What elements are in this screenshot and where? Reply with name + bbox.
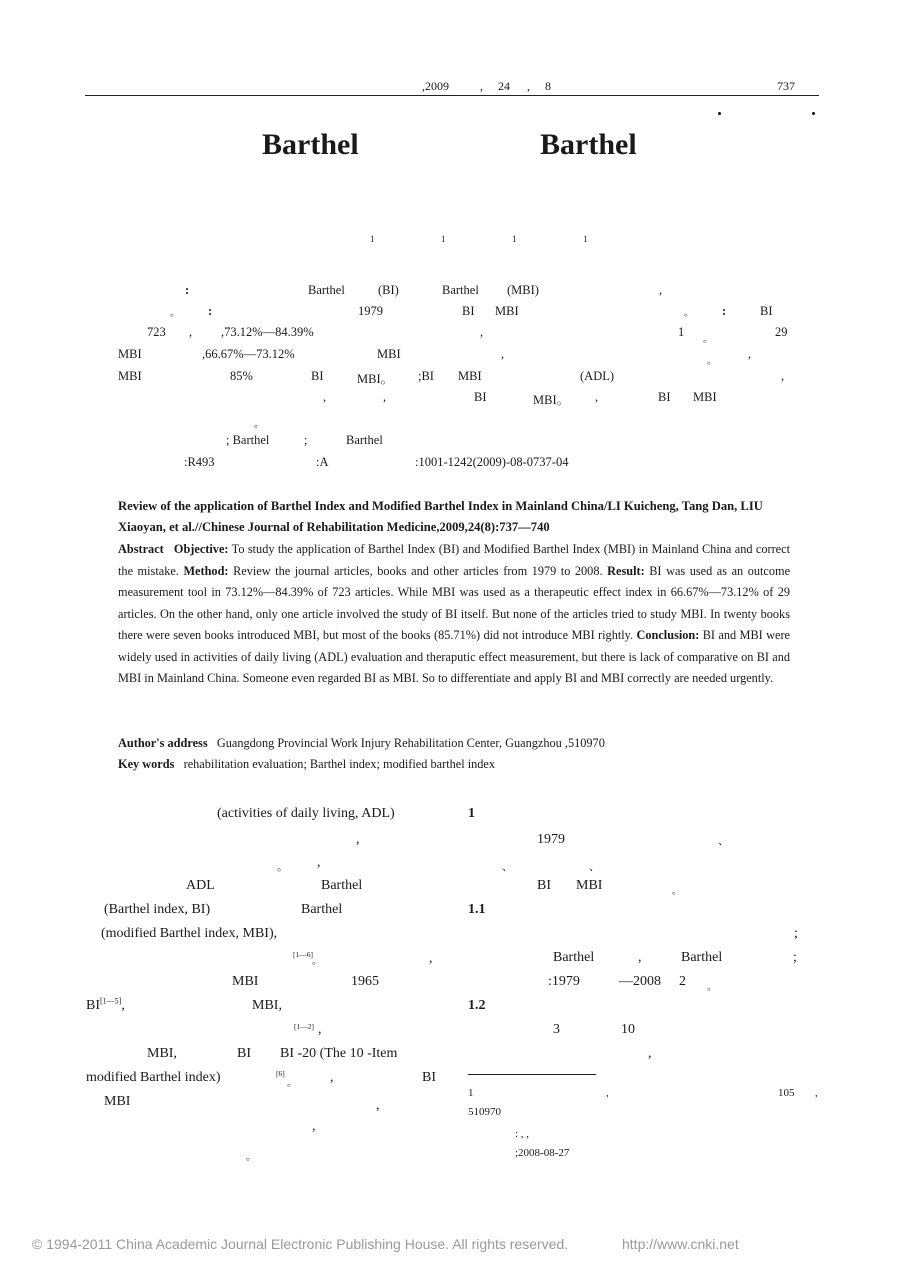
cn-abs-text: (ADL): [580, 369, 615, 383]
body-text: Barthel: [321, 878, 363, 893]
body-text: 。: [707, 982, 717, 993]
footnote-mark: 1: [468, 1087, 474, 1099]
citation-ref: [1—6]: [293, 950, 313, 959]
body-text: ,: [330, 1070, 334, 1085]
body-text: BI: [86, 998, 100, 1013]
citation-ref: [6]: [276, 1069, 285, 1078]
body-text: 1979: [537, 832, 565, 847]
body-text: 。: [246, 1152, 256, 1163]
citation-ref: [1—5]: [100, 996, 122, 1006]
cn-abs-text: 。: [170, 308, 180, 319]
body-text: ,: [317, 855, 321, 870]
journal-volume: 24: [498, 79, 510, 93]
cn-abs-text: Barthel: [308, 283, 345, 297]
author-affil-mark: 1: [512, 234, 517, 244]
author-affil-mark: 1: [370, 234, 375, 244]
cn-abs-text: BI: [760, 304, 773, 318]
english-title: Review of the application of Barthel Index and Modified Barthel Index in Mainland China/LI Kuicheng, Tang Dan, LIU Xiaoyan, et al.//Chinese Journal of Rehabilitation Medicine,2009,24(8):737—740: [118, 499, 763, 534]
copyright-notice: © 1994-2011 China Academic Journal Electronic Publishing House. All rights reserved.: [32, 1236, 569, 1252]
dot-mark: [812, 112, 815, 115]
cn-abs-text: BI: [462, 304, 475, 318]
body-text: 。: [312, 956, 322, 967]
footnote-text: : , ,: [515, 1128, 530, 1140]
classification-number: :R493: [184, 455, 215, 469]
body-text: ,: [312, 1119, 316, 1134]
page-number: 737: [777, 79, 795, 93]
cnki-link[interactable]: http://www.cnki.net: [622, 1236, 739, 1252]
cn-abs-text: BI: [658, 390, 671, 404]
cn-abs-text: ,: [501, 347, 505, 361]
cn-abs-text: MBI。: [533, 393, 570, 407]
body-text: 、: [589, 861, 600, 873]
keywords-label: Key words: [118, 757, 175, 771]
objective-label: Objective:: [173, 542, 229, 556]
body-text: MBI: [576, 878, 603, 893]
citation-ref: [1—2]: [294, 1022, 314, 1031]
address-label: Author's address: [118, 736, 208, 750]
body-text: BI: [237, 1046, 251, 1061]
cn-abs-text: 。: [703, 334, 713, 345]
footnote-zip: 510970: [468, 1106, 501, 1118]
keywords-text: rehabilitation evaluation; Barthel index; modified barthel index: [183, 757, 496, 771]
body-text: ,: [638, 950, 642, 965]
body-text: Barthel: [301, 902, 343, 917]
journal-number: 8: [545, 79, 551, 93]
cn-abs-text: 723: [147, 325, 166, 339]
body-text: ,: [356, 832, 360, 847]
cn-abs-text: MBI: [458, 369, 482, 383]
body-text: :1979: [548, 974, 580, 989]
body-text: 、: [718, 835, 729, 847]
body-text: ADL: [186, 878, 215, 893]
cn-abs-text: ,: [659, 283, 663, 297]
english-abstract: [118, 539, 790, 690]
section-heading: 1: [468, 806, 475, 821]
author-address: [118, 733, 790, 755]
cn-abs-text: (BI): [378, 283, 399, 297]
footnote-text: 105: [778, 1087, 795, 1099]
cn-abs-text: ,: [323, 390, 327, 404]
cn-abs-text: 85%: [230, 369, 253, 383]
header-rule: [85, 95, 819, 96]
body-text: MBI: [232, 974, 259, 989]
result-label: Result:: [607, 563, 645, 578]
body-text: —2008: [619, 974, 661, 989]
cn-abs-text: 1979: [358, 304, 383, 318]
cn-abs-text: BI: [311, 369, 324, 383]
address-text: Guangdong Provincial Work Injury Rehabilitation Center, Guangzhou ,510970: [216, 736, 605, 750]
conclusion-label: Conclusion:: [636, 628, 700, 642]
cn-abs-text: ,: [383, 390, 387, 404]
body-text: ;: [794, 926, 798, 941]
body-text: Barthel: [681, 950, 723, 965]
cn-abs-text: 。: [684, 308, 694, 319]
body-text: 10: [621, 1022, 635, 1037]
body-text: ,: [648, 1046, 652, 1061]
body-text: (modified Barthel index, MBI),: [101, 926, 278, 941]
objective-text: To study the application of Barthel Index (BI) and Modified Barthel Index (MBI) in Mainland China and correct the mistake.: [118, 542, 791, 578]
cn-keywords: ;: [304, 433, 308, 447]
header-sep: ,: [480, 79, 483, 93]
cn-abs-text: MBI: [118, 369, 142, 383]
body-text: 。: [672, 886, 682, 897]
article-number: :1001-1242(2009)-08-0737-04: [415, 455, 569, 469]
body-text: (Barthel index, BI): [104, 902, 211, 917]
body-text: BI: [422, 1070, 436, 1085]
cn-abs-text: MBI: [377, 347, 401, 361]
body-text: 3: [553, 1022, 560, 1037]
body-text: BI: [537, 878, 551, 893]
title-right: Barthel: [540, 128, 637, 161]
footnote-rule: [468, 1074, 596, 1075]
body-text: ,: [429, 951, 433, 966]
abstract-label: Abstract: [118, 542, 164, 556]
cn-abs-text: MBI: [118, 347, 142, 361]
footnote-text: ,: [815, 1087, 818, 1099]
received-date: ;2008-08-27: [515, 1147, 570, 1159]
body-text: 2: [679, 974, 686, 989]
cn-abs-text: ,: [480, 325, 484, 339]
method-label: Method:: [183, 563, 229, 578]
body-text: 、: [502, 861, 513, 873]
cn-abs-text: BI: [474, 390, 487, 404]
body-text: ;: [793, 950, 797, 965]
cn-abs-text: ,66.67%—73.12%: [202, 347, 295, 361]
author-affil-mark: 1: [583, 234, 588, 244]
body-text: MBI,: [147, 1046, 177, 1061]
cn-abs-text: ,: [595, 390, 599, 404]
cn-keywords: Barthel: [346, 433, 383, 447]
cn-abs-text: ,: [748, 347, 752, 361]
cn-keywords: ; Barthel: [226, 433, 270, 447]
cn-abs-text: 29: [775, 325, 788, 339]
cn-abs-text: ,: [189, 325, 193, 339]
cn-abs-text: ;BI: [418, 369, 434, 383]
body-text: (activities of daily living, ADL): [217, 806, 395, 821]
section-heading: 1.2: [468, 998, 486, 1013]
cn-abs-text: ,73.12%—84.39%: [221, 325, 314, 339]
cn-abs-text: ,: [781, 369, 785, 383]
footnote-text: ,: [606, 1087, 609, 1099]
body-text: Barthel: [553, 950, 595, 965]
method-text: Review the journal articles, books and other articles from 1979 to 2008.: [233, 563, 603, 578]
cn-abs-colon: :: [185, 283, 190, 297]
body-text: ,: [318, 1022, 322, 1037]
body-text: 。: [277, 861, 288, 873]
header-sep: ,: [527, 79, 530, 93]
cn-abs-text: MBI: [495, 304, 519, 318]
body-text: 1965: [351, 974, 379, 989]
cn-abs-text: MBI: [693, 390, 717, 404]
cn-abs-colon: :: [208, 304, 213, 318]
cn-abs-colon: :: [722, 304, 727, 318]
body-text: 。: [287, 1078, 297, 1089]
body-text: BI -20 (The 10 -Item: [280, 1046, 398, 1061]
conclusion-text: BI and MBI were widely used in activities of daily living (ADL) evaluation and theraputic effect measurement, but there is lack of comparative on BI and MBI in Mainland China. Someone even regarded BI as MBI. So to differentiate and apply BI and MBI correctly are needed urgently.: [118, 628, 791, 685]
english-keywords: [118, 754, 790, 776]
cn-abs-text: 。: [707, 356, 717, 367]
section-heading: 1.1: [468, 902, 486, 917]
journal-issue: ,2009: [422, 79, 449, 93]
result-text: BI was used as an outcome measurement tool in 73.12%—84.39% of 723 articles. While MBI was used as a therapeutic effect index in 66.67%—73.12% of 29 articles. On the other hand, only one article involved the study of BI itself. But none of the articles tried to study MBI. In twenty books there were seven books introduced MBI, but most of the books (85.71%) did not introduce MBI rightly.: [118, 563, 791, 642]
body-text: ,: [376, 1098, 380, 1113]
cn-abs-text: 1: [678, 325, 685, 339]
author-affil-mark: 1: [441, 234, 446, 244]
cn-abs-text: Barthel: [442, 283, 479, 297]
title-left: Barthel: [262, 128, 359, 161]
dot-mark: [718, 112, 721, 115]
body-text: modified Barthel index): [86, 1070, 221, 1085]
body-text: MBI: [104, 1094, 131, 1109]
cn-abs-text: 。: [254, 419, 264, 430]
body-text: ,: [121, 998, 125, 1013]
body-text: [86, 998, 125, 1014]
cn-abs-text: (MBI): [507, 283, 539, 297]
cn-abs-text: MBI。: [357, 372, 394, 386]
document-code: :A: [316, 455, 329, 469]
body-text: MBI,: [252, 998, 282, 1013]
